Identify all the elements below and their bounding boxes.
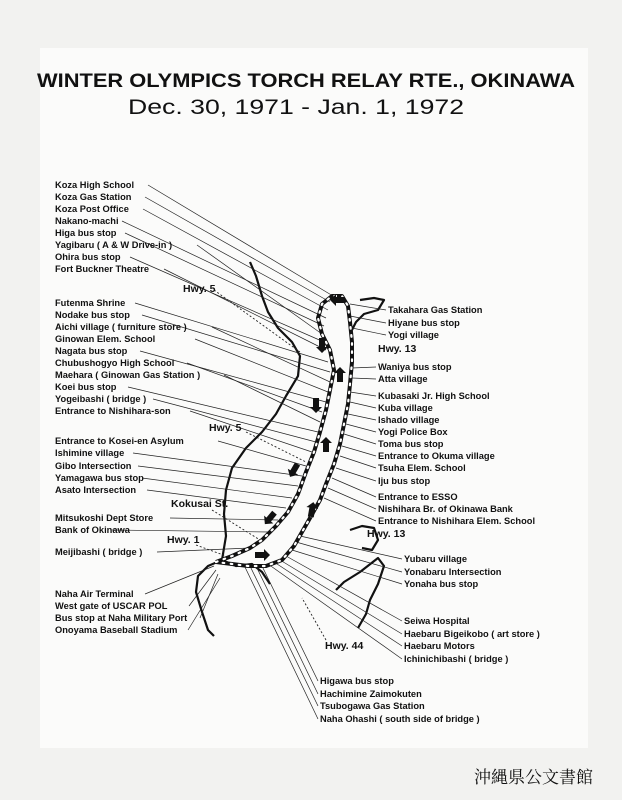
coastline-segment: [352, 298, 384, 330]
leader-line: [350, 402, 376, 408]
stop-label: Higa bus stop: [55, 228, 117, 238]
leader-line: [187, 363, 322, 412]
stop-label: Yagibaru ( A & W Drive-in ): [55, 240, 173, 250]
stop-label: Nakano-machi: [55, 216, 119, 226]
leader-lines: [112, 185, 402, 719]
stop-label: Bank of Okinawa: [55, 525, 130, 535]
stop-label: Entrance to Nishihara Elem. School: [378, 516, 536, 526]
leader-line: [332, 478, 376, 497]
leader-line: [352, 367, 376, 368]
stop-label: Ichinichibashi ( bridge ): [404, 654, 509, 664]
stop-label: Haebaru Bigeikobo ( art store ): [404, 629, 540, 639]
direction-arrow-icon: [285, 461, 303, 480]
stop-label: Mitsukoshi Dept Store: [55, 513, 154, 523]
stop-label: Koza Post Office: [55, 204, 129, 214]
highway-leader-line: [302, 598, 326, 640]
leader-line: [197, 245, 322, 334]
stop-label: Higawa bus stop: [320, 676, 394, 686]
highway-leader-line: [212, 510, 260, 540]
stop-label: Hiyane bus stop: [388, 318, 460, 328]
hwy44-label: Hwy. 44: [325, 640, 364, 652]
stop-label: Yubaru village: [404, 554, 468, 564]
stop-label: Entrance to ESSO: [378, 492, 458, 502]
stop-label: Yonaha bus stop: [404, 579, 479, 589]
leader-line: [143, 209, 328, 310]
stop-label: Aichi village ( furniture store ): [55, 322, 187, 332]
direction-arrow-icon: [255, 549, 270, 561]
stop-label: Toma bus stop: [378, 439, 444, 449]
stop-label: Ishimine village: [55, 448, 125, 458]
map-title: WINTER OLYMPICS TORCH RELAY RTE., OKINAWA: [37, 71, 576, 92]
leader-line: [344, 434, 376, 444]
hwy5-top-label: Hwy. 5: [183, 283, 216, 295]
leader-line: [148, 185, 333, 296]
stop-label: Koei bus stop: [55, 382, 117, 392]
stop-label: Nodake bus stop: [55, 310, 130, 320]
stop-label: Yogi Police Box: [378, 427, 448, 437]
stop-label: Koza Gas Station: [55, 192, 132, 202]
stop-label: Naha Air Terminal: [55, 589, 134, 599]
stop-label: Gibo Intersection: [55, 461, 132, 471]
leader-line: [122, 221, 326, 318]
stop-label: Atta village: [378, 374, 428, 384]
stop-label: Maehara ( Ginowan Gas Station ): [55, 370, 201, 380]
hwy1-label: Hwy. 1: [167, 534, 200, 546]
stop-label: Ginowan Elem. School: [55, 334, 156, 344]
leader-line: [256, 566, 318, 694]
stop-label: Tsuha Elem. School: [378, 463, 466, 473]
stop-label: Ohira bus stop: [55, 252, 121, 262]
leader-line: [342, 446, 376, 456]
stop-label: Meijibashi ( bridge ): [55, 547, 143, 557]
leader-line: [352, 378, 376, 379]
stop-label: Bus stop at Naha Military Port: [55, 613, 188, 623]
leader-line: [164, 269, 326, 350]
leader-line: [328, 488, 376, 509]
stop-label: Futenma Shrine: [55, 298, 126, 308]
stop-label: Seiwa Hospital: [404, 616, 470, 626]
leader-line: [135, 303, 328, 362]
leader-line: [133, 453, 302, 476]
stop-label: Yogi village: [388, 330, 439, 340]
leader-line: [142, 478, 292, 498]
stop-label: Nagata bus stop: [55, 346, 128, 356]
leader-line: [324, 498, 376, 521]
stop-label: Kuba village: [378, 403, 433, 413]
stop-label: Entrance to Kosei-en Asylum: [55, 436, 184, 446]
stop-label: Yamagawa bus stop: [55, 473, 144, 483]
stop-label: Yogeibashi ( bridge ): [55, 394, 147, 404]
leader-line: [336, 468, 376, 481]
stop-label: Kubasaki Jr. High School: [378, 391, 490, 401]
stop-label: Entrance to Nishihara-son: [55, 406, 171, 416]
leader-line: [212, 327, 330, 382]
date-range: Dec. 30, 1971 - Jan. 1, 1972: [128, 96, 464, 119]
leader-line: [262, 566, 318, 681]
leader-line: [250, 566, 318, 706]
stop-label: Yonabaru Intersection: [404, 567, 502, 577]
leader-line: [244, 565, 318, 719]
leader-line: [274, 562, 402, 646]
stop-label: Onoyama Baseball Stadium: [55, 625, 178, 635]
stop-label: Ishado village: [378, 415, 440, 425]
stop-label: Haebaru Motors: [404, 641, 475, 651]
stop-label: Fort Buckner Theatre: [55, 264, 150, 274]
direction-arrow-icon: [320, 437, 332, 452]
leader-line: [348, 414, 376, 420]
hwy5-mid-label: Hwy. 5: [209, 422, 242, 434]
stop-label: Naha Ohashi ( south side of bridge ): [320, 714, 480, 724]
coastline-segment: [196, 262, 300, 636]
kokusai-street-label: Kokusai St.: [171, 498, 229, 510]
stop-label: Hachimine Zaimokuten: [320, 689, 422, 699]
stop-label: Takahara Gas Station: [388, 305, 483, 315]
leader-line: [352, 328, 386, 335]
leader-line: [145, 197, 330, 302]
archive-stamp: 沖縄県公文書館: [474, 768, 593, 787]
hwy13-top-label: Hwy. 13: [378, 343, 417, 355]
leader-line: [138, 466, 298, 486]
stop-label: Entrance to Okuma village: [378, 451, 495, 461]
leader-line: [145, 566, 214, 594]
leader-line: [350, 392, 376, 396]
leader-line: [224, 375, 320, 422]
stop-label: West gate of USCAR POL: [55, 601, 168, 611]
stop-label: Asato Intersection: [55, 485, 137, 495]
stop-label: Iju bus stop: [378, 476, 431, 486]
stop-label: Nishihara Br. of Okinawa Bank: [378, 504, 513, 514]
stop-label: Waniya bus stop: [378, 362, 452, 372]
leader-line: [157, 548, 250, 552]
stop-label: Chubushogyo High School: [55, 358, 175, 368]
highway-leader-line: [196, 545, 226, 556]
hwy13-bottom-label: Hwy. 13: [367, 528, 406, 540]
stop-labels: [55, 180, 540, 724]
leader-line: [340, 456, 376, 468]
leader-line: [280, 560, 402, 634]
stop-label: Tsubogawa Gas Station: [320, 701, 425, 711]
leader-line: [346, 424, 376, 432]
stop-label: Koza High School: [55, 180, 135, 190]
leader-line: [218, 441, 306, 466]
